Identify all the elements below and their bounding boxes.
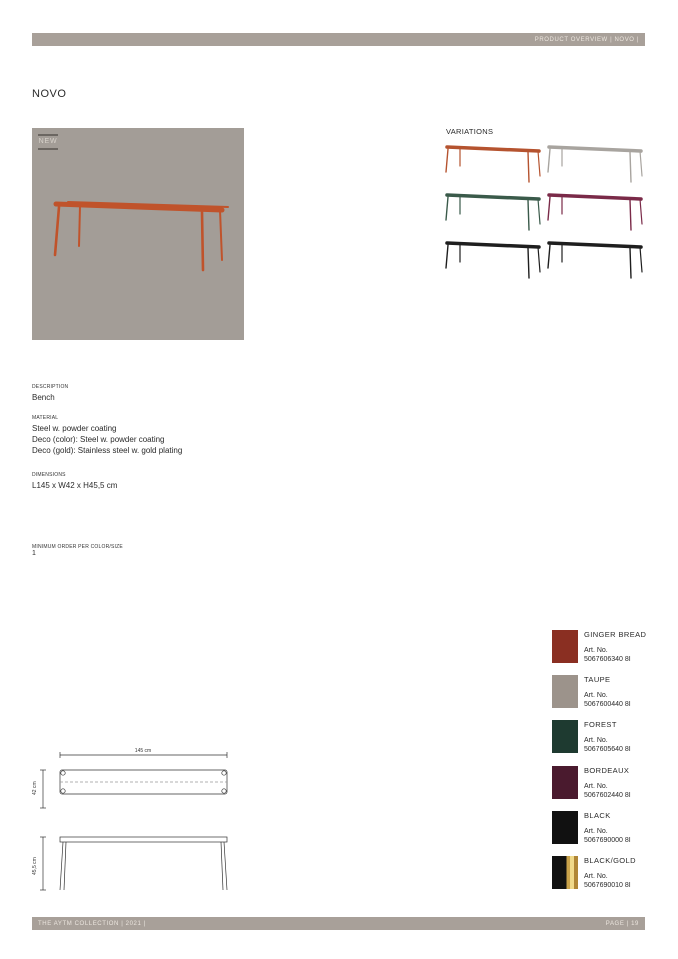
page-title: NOVO <box>32 88 67 100</box>
swatch-black <box>552 811 652 851</box>
swatch-name: BORDEAUX <box>584 766 630 775</box>
art-number: 5067605640 8I <box>584 746 631 753</box>
variation-black-gold <box>546 238 646 280</box>
swatch-taupe <box>552 675 652 715</box>
art-number: 5067690010 8I <box>584 882 631 889</box>
color-swatch <box>552 675 578 708</box>
dimensions-section <box>32 472 117 491</box>
footer-text: THE AYTM COLLECTION | 2021 | <box>38 920 146 927</box>
color-swatch-gold <box>552 856 578 889</box>
header-text: PRODUCT OVERVIEW | NOVO | <box>534 36 639 43</box>
variation-forest <box>444 190 544 232</box>
page-number: PAGE | 19 <box>605 920 639 927</box>
description-label: DESCRIPTION <box>32 384 69 390</box>
new-badge: NEW <box>38 134 58 150</box>
swatch-name: BLACK <box>584 811 611 820</box>
swatch-name: BLACK/GOLD <box>584 856 636 865</box>
description-value: Bench <box>32 393 55 402</box>
art-number: 5067600440 8I <box>584 701 631 708</box>
color-swatch <box>552 811 578 844</box>
art-label: Art. No. <box>584 647 608 654</box>
color-swatch <box>552 630 578 663</box>
technical-drawing <box>30 745 240 895</box>
art-number: 5067602440 8I <box>584 792 631 799</box>
variation-taupe <box>546 142 646 184</box>
depth-dimension-label: 42 cm <box>32 781 38 795</box>
min-order-value: 1 <box>32 550 36 557</box>
description-section <box>32 384 68 403</box>
dimensions-value: L145 x W42 x H45,5 cm <box>32 481 118 490</box>
swatch-forest <box>552 720 652 760</box>
color-swatch <box>552 766 578 799</box>
art-label: Art. No. <box>584 828 608 835</box>
material-line: Steel w. powder coating <box>32 424 117 433</box>
hero-bench-illustration <box>32 128 244 340</box>
variations-label: VARIATIONS <box>446 127 494 136</box>
width-dimension-label: 145 cm <box>134 748 152 754</box>
hero-image <box>32 128 244 340</box>
color-swatch <box>552 720 578 753</box>
swatch-name: FOREST <box>584 720 617 729</box>
swatch-ginger-bread <box>552 630 652 670</box>
material-line: Deco (gold): Stainless steel w. gold plating <box>32 446 183 455</box>
variation-black <box>444 238 544 280</box>
art-label: Art. No. <box>584 783 608 790</box>
swatch-name: TAUPE <box>584 675 611 684</box>
material-section <box>32 415 182 456</box>
swatch-bordeaux <box>552 766 652 806</box>
art-label: Art. No. <box>584 873 608 880</box>
material-label: MATERIAL <box>32 415 59 421</box>
footer-bar <box>32 917 645 930</box>
header-bar <box>32 33 645 46</box>
swatch-black-gold <box>552 856 652 896</box>
variation-bordeaux <box>546 190 646 232</box>
variation-ginger-bread <box>444 142 544 184</box>
dimensions-label: DIMENSIONS <box>32 472 66 478</box>
art-label: Art. No. <box>584 737 608 744</box>
art-label: Art. No. <box>584 692 608 699</box>
swatch-name: GINGER BREAD <box>584 630 647 639</box>
height-dimension-label: 45,5 cm <box>32 857 38 875</box>
art-number: 5067690000 8I <box>584 837 631 844</box>
min-order-label: MINIMUM ORDER PER COLOR/SIZE <box>32 544 123 550</box>
art-number: 5067606340 8I <box>584 656 631 663</box>
min-order-section <box>32 544 123 558</box>
material-line: Deco (color): Steel w. powder coating <box>32 435 165 444</box>
